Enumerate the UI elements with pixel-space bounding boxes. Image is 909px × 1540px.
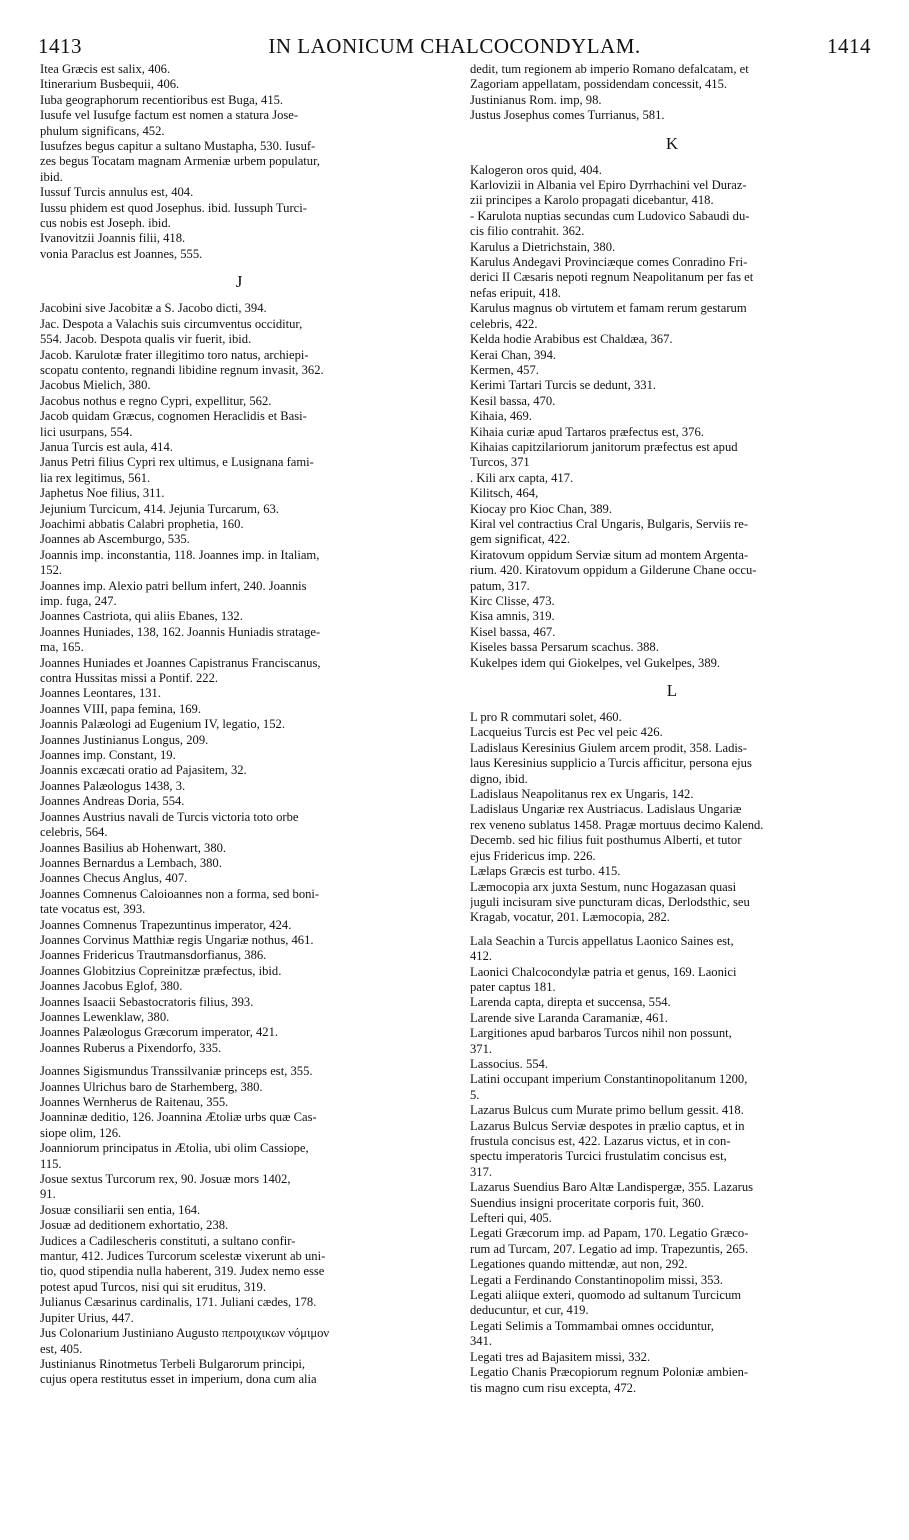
index-line: Jacobus nothus e regno Cypri, expellitur, 562. [40, 393, 272, 408]
index-line: Kirc Clisse, 473. [470, 594, 555, 608]
index-line: Legati a Ferdinando Constantinopolim missi, 353. [470, 1272, 723, 1287]
index-line: Kelda hodie Arabibus est Chaldæa, 367. [470, 332, 673, 347]
index-line: pater captus 181. [470, 979, 556, 994]
index-line: Kerai Chan, 394. [470, 347, 557, 362]
index-line: Turcos, 371 [470, 455, 530, 470]
index-line: Lacqueius Turcis est Pec vel peic 426. [470, 725, 663, 740]
index-line: frustula concisus est, 422. Lazarus victus, et in con- [470, 1134, 731, 1148]
index-line: Larende sive Laranda Caramaniæ, 461. [470, 1010, 668, 1025]
index-line: spectu imperatoris Turcici frustulatim concisus est, [470, 1149, 727, 1164]
running-title: IN LAONICUM CHALCOCONDYLAM. [268, 34, 641, 58]
index-line: Legati tres ad Bajasitem missi, 332. [470, 1349, 651, 1364]
index-line [40, 1056, 438, 1064]
index-line: Joannes Andreas Doria, 554. [40, 794, 185, 809]
index-line: Kisa amnis, 319. [470, 609, 555, 624]
index-line: ejus Fridericus imp. 226. [470, 848, 596, 863]
index-line: Joannis imp. inconstantia, 118. Joannes imp. in Italiam, [40, 547, 320, 562]
index-line: Joannes Palæologus Græcorum imperator, 421. [40, 1025, 279, 1040]
entries-l [470, 710, 874, 1396]
entries-continued [470, 62, 874, 124]
index-line: Joannes Comnenus Caloioannes non a forma, sed boni- [40, 886, 320, 901]
index-line: Joannes Justinianus Longus, 209. [40, 732, 209, 747]
index-line: Iusufzes begus capitur a sultano Mustapha, 530. Iusuf- [40, 139, 316, 154]
index-line: Karulus a Dietrichstain, 380. [470, 239, 616, 254]
index-line: Joannes Lewenklaw, 380. [40, 1009, 170, 1024]
index-line: Kiseles bassa Persarum scachus. 388. [470, 640, 659, 655]
index-line: Justus Josephus comes Turrianus, 581. [470, 108, 665, 123]
index-line: Largitiones apud barbaros Turcos nihil non possunt, [470, 1026, 732, 1041]
index-line: Joanniorum principatus in Ætolia, ubi olim Cassiope, [40, 1141, 309, 1156]
index-line: Lazarus Suendius Baro Altæ Landispergæ, 355. Lazarus [470, 1180, 754, 1195]
index-line: contra Hussitas missi a Pontif. 222. [40, 671, 219, 686]
index-line: Joannes Leontares, 131. [40, 686, 162, 701]
index-line: Kerimi Tartari Turcis se dedunt, 331. [470, 378, 657, 393]
index-line [470, 926, 874, 934]
index-line: Judices a Cadilescheris constituti, a sultano confir- [40, 1233, 296, 1248]
index-line: scopatu contento, regnandi libidine regnum invasit, 362. [40, 362, 324, 377]
index-line: Itea Græcis est salix, 406. [40, 62, 171, 76]
index-line: dedit, tum regionem ab imperio Romano defalcatam, et [470, 62, 749, 76]
index-line: celebris, 422. [470, 316, 538, 331]
index-line: siope olim, 126. [40, 1125, 122, 1140]
index-line: Itinerarium Busbequii, 406. [40, 77, 180, 92]
index-line: laus Keresinius supplicio a Turcis afficitur, persona ejus [470, 756, 752, 771]
index-line: cis filio contrahit. 362. [470, 224, 585, 239]
index-line: nefas eripuit, 418. [470, 285, 561, 300]
entries-j [40, 301, 438, 1387]
index-line: Lazarus Bulcus Serviæ despotes in prælio captus, et in [470, 1118, 745, 1133]
index-line: gem significat, 422. [470, 532, 571, 547]
index-line: Joannes Isaacii Sebastocratoris filius, 393. [40, 994, 254, 1009]
section-letter-j: J [235, 272, 243, 292]
index-line: Lazarus Bulcus cum Murate primo bellum gessit. 418. [470, 1103, 744, 1118]
index-line: Karulus Andegavi Provinciæque comes Conradino Fri- [470, 255, 748, 270]
index-line: Lefteri qui, 405. [470, 1211, 552, 1226]
index-line: Jejunium Turcicum, 414. Jejunia Turcarum, 63. [40, 501, 279, 516]
index-line: Legationes quando mittendæ, aut non, 292. [470, 1257, 688, 1272]
index-line: Joannes Corvinus Matthiæ regis Ungariæ nothus, 461. [40, 932, 314, 947]
entries-k [470, 163, 874, 671]
index-line: rium. 420. Kiratovum oppidum a Gilderune Chane occu- [470, 563, 757, 578]
index-line: . Kili arx capta, 417. [470, 470, 574, 485]
index-line: 5. [470, 1087, 480, 1102]
index-line: Kihaias capitzilariorum janitorum præfectus est apud [470, 439, 738, 454]
index-line: Kihaia, 469. [470, 409, 532, 424]
page-number-right: 1414 [827, 34, 871, 58]
index-line: Joannis excæcati oratio ad Pajasitem, 32. [40, 763, 247, 778]
index-line: 554. Jacob. Despota qualis vir fuerit, ibid. [40, 332, 252, 347]
index-line: Kiral vel contractius Cral Ungaris, Bulgaris, Serviis re- [470, 516, 749, 531]
index-line: Jacob. Karulotæ frater illegitimo toro natus, archiepi- [40, 347, 309, 362]
index-line: Zagoriam appellatam, possidendam concessit, 415. [470, 77, 728, 92]
index-line: Latini occupant imperium Constantinopolitanum 1200, [470, 1072, 748, 1087]
index-line: Joannes Jacobus Eglof, 380. [40, 979, 183, 994]
index-line: Joannes Palæologus 1438, 3. [40, 778, 186, 793]
index-line: Joannes imp. Constant, 19. [40, 748, 176, 763]
index-line: 341. [470, 1334, 493, 1349]
index-line: L pro R commutari solet, 460. [470, 710, 622, 725]
index-line: imp. fuga, 247. [40, 594, 117, 608]
index-line: Lassocius. 554. [470, 1056, 549, 1071]
index-line: Karlovizii in Albania vel Epiro Dyrrhachini vel Duraz- [470, 178, 747, 193]
index-line: Ladislaus Ungariæ rex Austriacus. Ladislaus Ungariæ [470, 802, 742, 817]
index-line: tis magno cum risu excepta, 472. [470, 1380, 637, 1395]
index-line: Joannes ab Ascemburgo, 535. [40, 532, 190, 547]
index-line: rum ad Turcam, 207. Legatio ad imp. Trapezuntis, 265. [470, 1241, 749, 1256]
index-line: zii principes a Karolo propagati dicebantur, 418. [470, 193, 714, 208]
index-line: digno, ibid. [470, 771, 528, 786]
index-line: lici usurpans, 554. [40, 424, 133, 439]
index-line: Jacobus Mielich, 380. [40, 378, 151, 393]
index-line: Joannes Basilius ab Hohenwart, 380. [40, 840, 227, 855]
index-line: celebris, 564. [40, 825, 108, 840]
index-line: Iussuf Turcis annulus est, 404. [40, 185, 194, 200]
index-line: Josue sextus Turcorum rex, 90. Josuæ mors 1402, [40, 1172, 291, 1187]
index-line: deducuntur, et cur, 419. [470, 1303, 589, 1318]
index-line: zes begus Tocatam magnam Armeniæ urbem populatur, [40, 154, 320, 169]
index-line: Joannes Huniades, 138, 162. Joannis Huniadis stratage- [40, 624, 321, 639]
index-line: Janus Petri filius Cypri rex ultimus, e Lusignana fami- [40, 455, 314, 470]
index-line: Joannes Sigismundus Transsilvaniæ princeps est, 355. [40, 1064, 313, 1079]
index-line: est, 405. [40, 1341, 83, 1356]
index-line: Justinianus Rinotmetus Terbeli Bulgarorum principi, [40, 1356, 306, 1371]
index-line: tate vocatus est, 393. [40, 902, 146, 917]
entries-i [40, 62, 438, 262]
index-line: Larenda capta, direpta et succensa, 554. [470, 995, 671, 1010]
index-line: 371. [470, 1041, 493, 1056]
index-line: Legati aliique exteri, quomodo ad sultanum Turcicum [470, 1288, 742, 1303]
section-letter-l: L [666, 681, 678, 701]
index-line: Læmocopia arx juxta Sestum, nunc Hogazasan quasi [470, 879, 737, 894]
page-header [38, 34, 871, 60]
index-line: Jus Colonarium Justiniano Augusto πεπροιχικων νόμιμον [40, 1326, 330, 1341]
index-line: Kilitsch, 464, [470, 486, 539, 501]
index-line: derici II Cæsaris nepoti regnum Neapolitanum per fas et [470, 270, 754, 285]
index-line: ma, 165. [40, 640, 84, 655]
index-line: lia rex legitimus, 561. [40, 470, 151, 485]
index-line: Kesil bassa, 470. [470, 393, 556, 408]
index-line: Kalogeron oros quid, 404. [470, 162, 602, 177]
index-line: Jacobini sive Jacobitæ a S. Jacobo dicti, 394. [40, 301, 267, 316]
index-line: vonia Paraclus est Joannes, 555. [40, 246, 203, 261]
section-letter-k: K [665, 133, 679, 153]
index-line: Lala Seachin a Turcis appellatus Laonico Saines est, [470, 933, 734, 948]
index-line: Joannes Ulrichus baro de Starhemberg, 380. [40, 1079, 263, 1094]
index-line: Decemb. sed hic filius fuit posthumus Alberti, et tutor [470, 833, 742, 848]
index-line: Janua Turcis est aula, 414. [40, 439, 173, 454]
index-line: Lælaps Græcis est turbo. 415. [470, 864, 621, 879]
index-line: Japhetus Noe filius, 311. [40, 486, 165, 501]
index-line: 115. [40, 1156, 62, 1171]
index-line: potest apud Turcos, nisi qui sit eruditus, 319. [40, 1279, 266, 1294]
index-line: 91. [40, 1187, 56, 1202]
index-line: 412. [470, 949, 493, 964]
index-line: mantur, 412. Judices Turcorum scelestæ vixerunt ab uni- [40, 1249, 326, 1264]
index-line: Kukelpes idem qui Giokelpes, vel Gukelpes, 389. [470, 655, 721, 670]
index-line: Iuba geographorum recentioribus est Buga, 415. [40, 92, 284, 107]
index-line: Joannis Palæologi ad Eugenium IV, legatio, 152. [40, 717, 285, 732]
index-line: Ivanovitzii Joannis filii, 418. [40, 231, 186, 246]
index-line: Jupiter Urius, 447. [40, 1310, 134, 1325]
index-line: Jacob quidam Græcus, cognomen Heraclidis et Basi- [40, 409, 307, 424]
index-line: Kisel bassa, 467. [470, 624, 556, 639]
index-line: Ladislaus Neapolitanus rex ex Ungaris, 142. [470, 787, 694, 802]
index-line: Joannes Huniades et Joannes Capistranus Franciscanus, [40, 655, 321, 670]
index-line: ibid. [40, 169, 63, 184]
index-line: Legati Græcorum imp. ad Papam, 170. Legatio Græco- [470, 1226, 749, 1241]
index-line: Kiratovum oppidum Serviæ situm ad montem Argenta- [470, 547, 749, 562]
index-line: 152. [40, 563, 63, 578]
right-column [470, 62, 874, 1396]
index-line: Josuæ ad deditionem exhortatio, 238. [40, 1218, 229, 1233]
index-line: Joannes VIII, papa femina, 169. [40, 701, 201, 716]
index-line: Joannes Austrius navali de Turcis victoria toto orbe [40, 809, 299, 824]
index-line: Joannes Bernardus a Lembach, 380. [40, 855, 222, 870]
index-line: Joannes Ruberus a Pixendorfo, 335. [40, 1040, 222, 1055]
index-line: Legati Selimis a Tommambai omnes occiduntur, [470, 1318, 714, 1333]
index-line: rex veneno sublatus 1458. Pragæ mortuus decimo Kalend. [470, 817, 764, 832]
page-number-left: 1413 [38, 34, 82, 58]
index-line: phulum significans, 452. [40, 123, 165, 138]
index-line: Karulus magnus ob virtutem et famam rerum gestarum [470, 301, 747, 316]
index-line: Legatio Chanis Præcopiorum regnum Poloniæ ambien- [470, 1365, 749, 1380]
index-line: cujus opera restitutus esset in imperium, dona cum alia [40, 1372, 317, 1387]
index-line: Jac. Despota a Valachis suis circumventus occiditur, [40, 316, 303, 331]
index-line: Julianus Cæsarinus cardinalis, 171. Juliani cædes, 178. [40, 1295, 317, 1310]
index-line: Joannes Globitzius Copreinitzæ præfectus, ibid. [40, 963, 282, 978]
index-line: Joachimi abbatis Calabri prophetia, 160. [40, 516, 244, 531]
index-line: Joannes imp. Alexio patri bellum infert, 240. Joannis [40, 578, 307, 593]
index-line: Kermen, 457. [470, 362, 539, 377]
index-line: juguli incisuram sive puncturam dicas, Derlodsthic, seu [470, 894, 750, 909]
index-line: Kihaia curiæ apud Tartaros præfectus est, 376. [470, 424, 704, 439]
index-line: Iussu phidem est quod Josephus. ibid. Iussuph Turci- [40, 200, 307, 215]
index-line: Justinianus Rom. imp, 98. [470, 92, 602, 107]
index-line: cus nobis est Joseph. ibid. [40, 216, 171, 231]
index-line: Iusufe vel Iusufge factum est nomen a statura Jose- [40, 108, 299, 123]
index-line: Ladislaus Keresinius Giulem arcem prodit, 358. Ladis- [470, 740, 747, 755]
index-line: Josuæ consiliarii sen entia, 164. [40, 1202, 201, 1217]
index-line: Kiocay pro Kioc Chan, 389. [470, 501, 612, 516]
index-line: patum, 317. [470, 578, 530, 593]
index-line: Kragab, vocatur, 201. Læmocopia, 282. [470, 910, 670, 925]
index-line: Joannes Castriota, qui aliis Ebanes, 132. [40, 609, 243, 624]
index-line: tio, quod stipendia nulla haberent, 319. Judex nemo esse [40, 1264, 325, 1279]
left-column [40, 62, 438, 1388]
index-line: Suendius insigni proceritate corporis fuit, 360. [470, 1195, 704, 1210]
index-line: Joanninæ deditio, 126. Joannina Ætoliæ urbs quæ Cas- [40, 1110, 317, 1125]
index-line: - Karulota nuptias secundas cum Ludovico Sabaudi du- [470, 208, 750, 223]
index-line: 317. [470, 1164, 493, 1179]
index-line: Joannes Wernherus de Raitenau, 355. [40, 1095, 229, 1109]
index-line: Joannes Fridericus Trautmansdorfianus, 386. [40, 948, 267, 963]
index-line: Joannes Comnenus Trapezuntinus imperator, 424. [40, 917, 292, 932]
index-line: Joannes Checus Anglus, 407. [40, 871, 188, 886]
index-line: Laonici Chalcocondylæ patria et genus, 169. Laonici [470, 964, 737, 979]
